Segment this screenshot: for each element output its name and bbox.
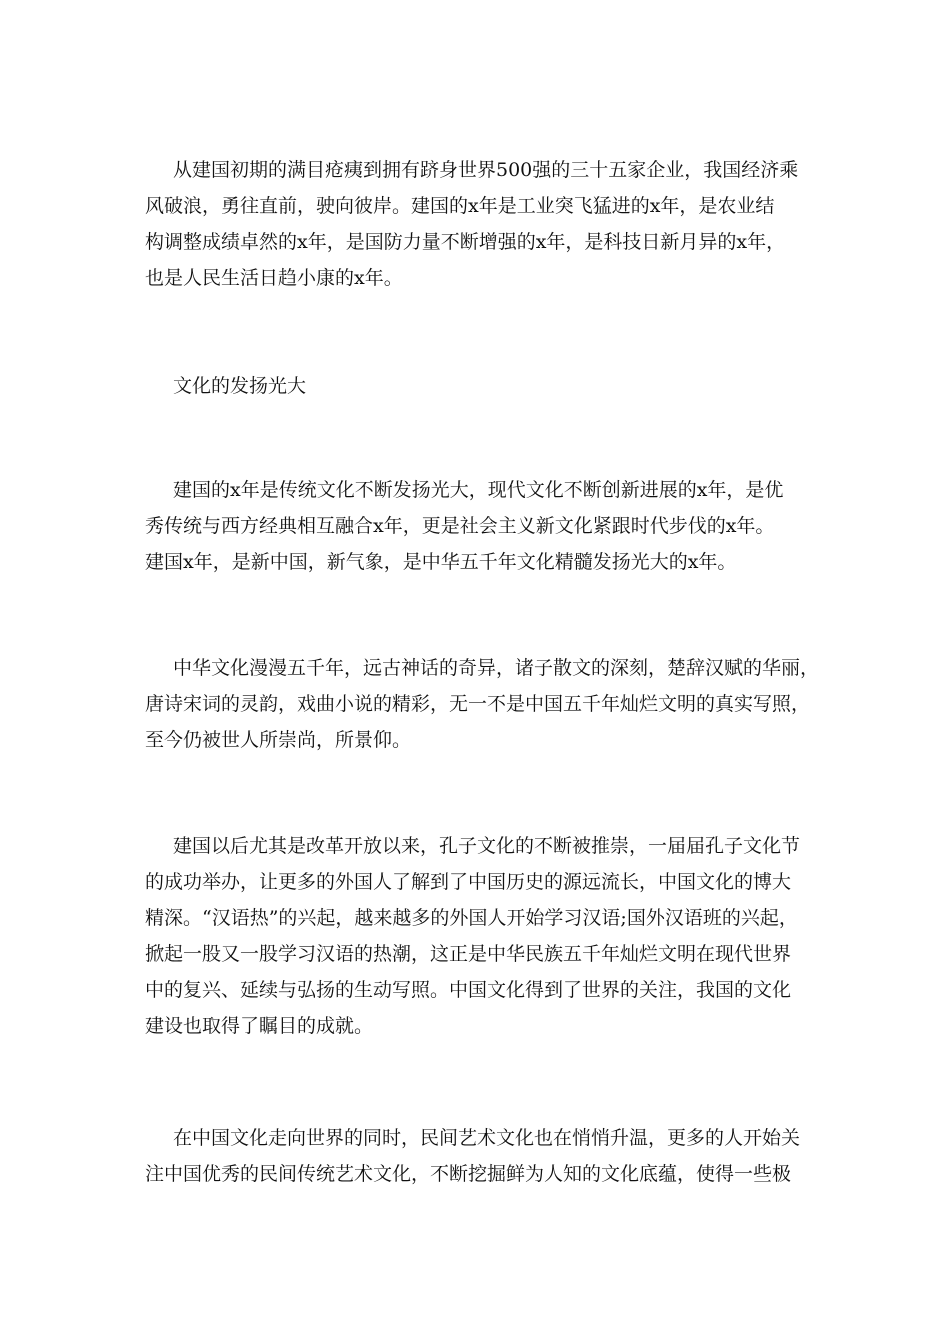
text-line: 建设也取得了瞩目的成就。 — [145, 1015, 374, 1037]
text-line: 中的复兴、延续与弘扬的生动写照。中国文化得到了世界的关注，我国的文化 — [145, 979, 792, 1001]
text-line: 从建国初期的满目疮痍到拥有跻身世界500强的三十五家企业，我国经济乘 — [173, 159, 799, 181]
paragraph-folk-art — [145, 1120, 810, 1192]
text-line: 唐诗宋词的灵韵，戏曲小说的精彩，无一不是中国五千年灿烂文明的真实写照， — [145, 693, 811, 715]
text-line: 建国的x年是传统文化不断发扬光大，现代文化不断创新进展的x年，是优 — [173, 479, 784, 501]
text-line: 也是人民生活日趋小康的x年。 — [145, 267, 403, 289]
text-line: 掀起一股又一股学习汉语的热潮，这正是中华民族五千年灿烂文明在现代世界 — [145, 943, 792, 965]
text-line: 的成功举办，让更多的外国人了解到了中国历史的源远流长，中国文化的博大 — [145, 871, 792, 893]
text-line: 秀传统与西方经典相互融合x年，更是社会主义新文化紧跟时代步伐的x年。 — [145, 515, 775, 537]
text-line: 至今仍被世人所崇尚，所景仰。 — [145, 729, 412, 751]
text-line: 注中国优秀的民间传统艺术文化，不断挖掘鲜为人知的文化底蕴，使得一些极 — [145, 1163, 792, 1185]
text-line: 中华文化漫漫五千年，远古神话的奇异，诸子散文的深刻，楚辞汉赋的华丽， — [173, 657, 820, 679]
paragraph-economy — [145, 152, 810, 296]
paragraph-reform-era — [145, 828, 810, 1044]
text-line: 精深。“汉语热”的兴起，越来越多的外国人开始学习汉语;国外汉语班的兴起， — [145, 907, 798, 929]
text-line: 建国x年，是新中国，新气象，是中华五千年文化精髓发扬光大的x年。 — [145, 551, 737, 573]
heading-text: 文化的发扬光大 — [173, 375, 307, 397]
paragraph-culture-promotion — [145, 472, 810, 580]
text-line: 构调整成绩卓然的x年，是国防力量不断增强的x年，是科技日新月异的x年， — [145, 231, 786, 253]
paragraph-chinese-culture — [145, 650, 820, 758]
text-line: 建国以后尤其是改革开放以来，孔子文化的不断被推崇，一届届孔子文化节 — [173, 835, 801, 857]
section-heading-culture — [145, 368, 810, 404]
text-line: 在中国文化走向世界的同时，民间艺术文化也在悄悄升温，更多的人开始关 — [173, 1127, 801, 1149]
text-line: 风破浪，勇往直前，驶向彼岸。建国的x年是工业突飞猛进的x年，是农业结 — [145, 195, 775, 217]
